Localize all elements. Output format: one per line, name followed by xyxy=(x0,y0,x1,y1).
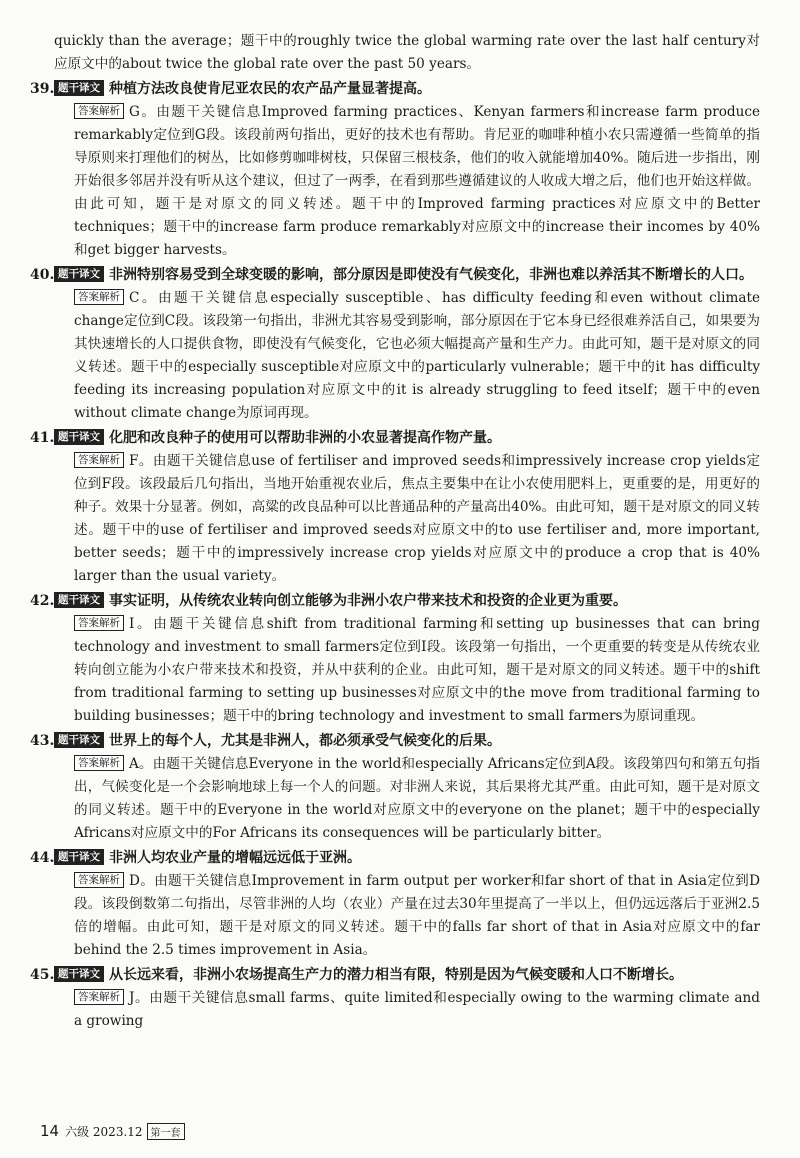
question-line xyxy=(30,964,760,987)
question-list xyxy=(30,78,760,1033)
analysis-text: G。由题干关键信息Improved farming practices、Kenyan farmers和increase farm produce remarkably定位到G段。该段前两句指出，更好的技术也有帮助。肯尼亚的咖啡种植小农只需遵循一些简单的指导原则来打理他们的树丛，比如修剪咖啡树枝，只保留三根枝条，他们的收入就能增加40%。随后进一步指出，刚开始很多邻居并没有听从这个建议，但过了一两季，在看到那些遵循建议的人收成大增之后，他们也开始这样做。由此可知，题干是对原文的同义转述。题干中的Improved farming practices对应原文中的Better techniques；题干中的increase farm produce remarkably对应原文中的increase their incomes by 40%和get bigger harvests。 xyxy=(74,104,760,258)
question-line xyxy=(30,847,760,870)
analysis-text: A。由题干关键信息Everyone in the world和especially Africans定位到A段。该段第四句和第五句指出，气候变化是一个会影响地球上每一个人的问题。对非洲人来说，其后果将尤其严重。由此可知，题干是对原文的同义转述。题干中的Everyone in the world对应原文中的everyone on the planet；题干中的especially Africans对应原文中的For Africans its consequences will be particularly bitter。 xyxy=(74,756,760,841)
question-item xyxy=(30,264,760,425)
question-number: 39. xyxy=(30,81,55,97)
question-item xyxy=(30,590,760,728)
question-translation xyxy=(54,847,760,870)
analysis-tag: 答案解析 xyxy=(74,452,124,468)
footer-label: 六级 2023.12 xyxy=(65,1124,143,1139)
translation-tag: 题干译文 xyxy=(54,266,104,282)
question-number: 41. xyxy=(30,430,55,446)
question-number: 43. xyxy=(30,733,55,749)
intro-paragraph: quickly than the average；题干中的roughly twice the global warming rate over the last half century对应原文中的about twice the global rate over the past 50 years。 xyxy=(54,33,760,72)
question-translation xyxy=(54,730,760,753)
translation-tag: 题干译文 xyxy=(54,849,104,865)
question-number: 40. xyxy=(30,267,55,283)
question-line xyxy=(30,590,760,613)
answer-analysis xyxy=(74,753,760,845)
analysis-tag: 答案解析 xyxy=(74,755,124,771)
answer-analysis xyxy=(74,287,760,425)
answer-analysis xyxy=(74,101,760,262)
translation-tag: 题干译文 xyxy=(54,966,104,982)
question-number: 44. xyxy=(30,850,55,866)
page-number: 14 xyxy=(40,1122,60,1140)
analysis-text: I。由题干关键信息shift from traditional farming和setting up businesses that can bring technology and investment to small farmers定位到I段。该段第一句指出，一个更重要的转变是从传统农业转向创立能为小农户带来技术和投资，并从中获利的企业。由此可知，题干是对原文的同义转述。题干中的shift from traditional farming to setting up businesses对应原文中的the move from traditional farming to building businesses；题干中的bring technology and investment to small farmers为原词重现。 xyxy=(74,616,760,724)
question-translation xyxy=(54,264,760,287)
analysis-tag: 答案解析 xyxy=(74,872,124,888)
question-number: 45. xyxy=(30,967,55,983)
question-translation xyxy=(54,590,760,613)
question-title: 种植方法改良使肯尼亚农民的农产品产量显著提高。 xyxy=(109,81,431,97)
question-item xyxy=(30,964,760,1033)
question-number: 42. xyxy=(30,593,55,609)
analysis-text: D。由题干关键信息Improvement in farm output per worker和far short of that in Asia定位到D段。该段倒数第二句指出，尽管非洲的人均（农业）产量在过去30年里提高了一半以上，但仍远远落后于亚洲2.5倍的增幅。由此可知，题干是对原文的同义转述。题干中的falls far short of that in Asia对应原文中的far behind the 2.5 times improvement in Asia。 xyxy=(74,873,760,958)
analysis-tag: 答案解析 xyxy=(74,989,124,1005)
translation-tag: 题干译文 xyxy=(54,429,104,445)
question-title: 从长远来看，非洲小农场提高生产力的潜力相当有限，特别是因为气候变暖和人口不断增长。 xyxy=(109,967,683,983)
question-line xyxy=(30,264,760,287)
question-translation xyxy=(54,427,760,450)
answer-analysis xyxy=(74,987,760,1033)
question-line xyxy=(30,730,760,753)
analysis-text: J。由题干关键信息small farms、quite limited和especially owing to the warming climate and a growing xyxy=(74,990,760,1029)
answer-analysis xyxy=(74,450,760,588)
question-item xyxy=(30,427,760,588)
question-line xyxy=(30,78,760,101)
question-item xyxy=(30,730,760,845)
question-translation xyxy=(54,964,760,987)
translation-tag: 题干译文 xyxy=(54,592,104,608)
analysis-text: C。由题干关键信息especially susceptible、has difficulty feeding和even without climate change定位到C段。该段第一句指出，非洲尤其容易受到影响，部分原因在于它本身已经很难养活自己，如果要为其快速增长的人口提供食物，即使没有气候变化，它也必须大幅提高产量和生产力。由此可知，题干是对原文的同义转述。题干中的especially susceptible对应原文中的particularly vulnerable；题干中的it has difficulty feeding its increasing population对应原文中的it is already struggling to feed itself；题干中的even without climate change为原词再现。 xyxy=(74,290,760,421)
footer-set-badge: 第一套 xyxy=(147,1123,185,1140)
question-item xyxy=(30,847,760,962)
analysis-tag: 答案解析 xyxy=(74,103,124,119)
question-title: 非洲特别容易受到全球变暖的影响，部分原因是即使没有气候变化，非洲也难以养活其不断增长的人口。 xyxy=(109,267,753,283)
answer-analysis xyxy=(74,870,760,962)
question-title: 事实证明，从传统农业转向创立能够为非洲小农户带来技术和投资的企业更为重要。 xyxy=(109,593,627,609)
question-title: 世界上的每个人，尤其是非洲人，都必须承受气候变化的后果。 xyxy=(109,733,501,749)
question-line xyxy=(30,427,760,450)
translation-tag: 题干译文 xyxy=(54,732,104,748)
question-translation xyxy=(54,78,760,101)
question-title: 化肥和改良种子的使用可以帮助非洲的小农显著提高作物产量。 xyxy=(109,430,501,446)
analysis-text: F。由题干关键信息use of fertiliser and improved seeds和impressively increase crop yields定位到F段。该段最后几句指出，当地开始重视农业后，焦点主要集中在让小农使用肥料上，更重要的是，用更好的种子。效果十分显著。例如，高粱的改良品种可以比普通品种的产量高出40%。由此可知，题干是对原文的同义转述。题干中的use of fertiliser and improved seeds对应原文中的to use fertiliser and, more important, better seeds；题干中的impressively increase crop yields对应原文中的produce a crop that is 40% larger than the usual variety。 xyxy=(74,453,760,584)
answer-analysis xyxy=(74,613,760,728)
translation-tag: 题干译文 xyxy=(54,80,104,96)
page-footer xyxy=(40,1122,185,1140)
question-item xyxy=(30,78,760,262)
analysis-tag: 答案解析 xyxy=(74,289,124,305)
analysis-tag: 答案解析 xyxy=(74,615,124,631)
question-title: 非洲人均农业产量的增幅远远低于亚洲。 xyxy=(109,850,361,866)
